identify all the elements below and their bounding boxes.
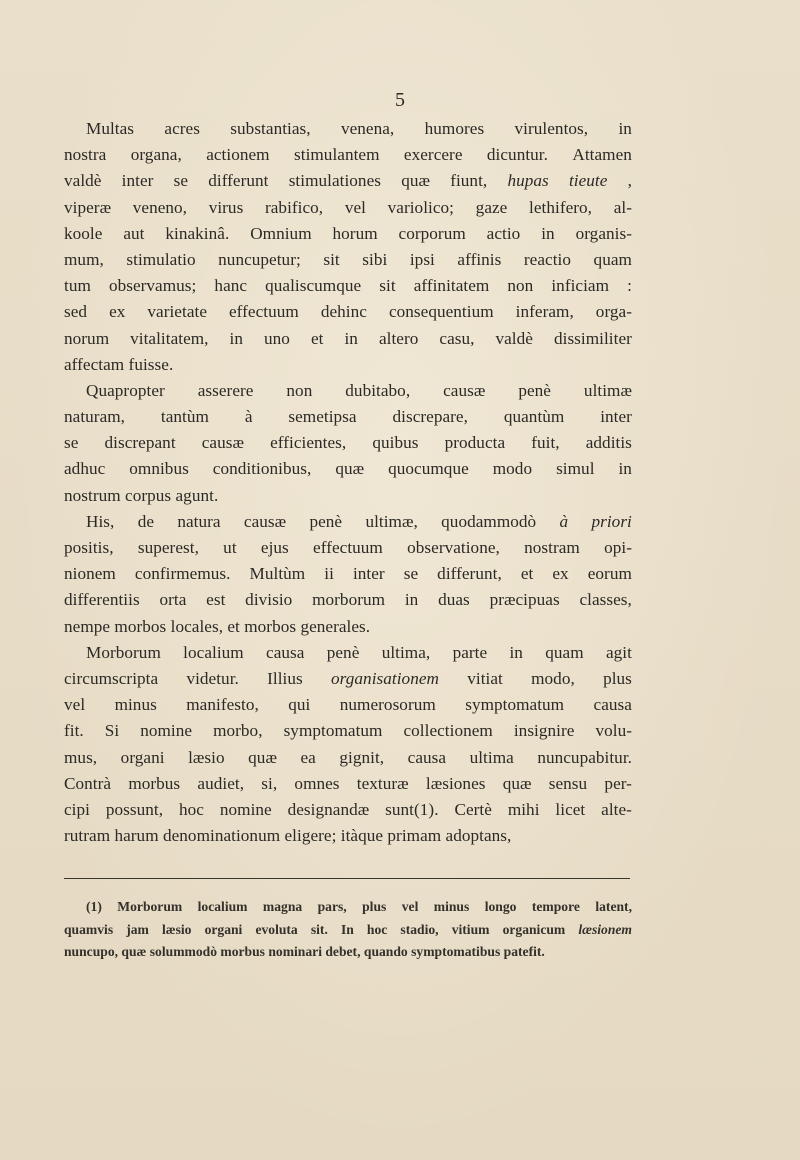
body-text: [64, 116, 632, 849]
text-line: nostrum corpus agunt.: [64, 485, 219, 505]
text-line: nionem confirmemus. Multùm ii inter se differunt, et ex eorum: [64, 564, 632, 584]
text-line: koole aut kinakinâ. Omnium horum corporum actio in organis-: [64, 223, 632, 243]
paragraph: [64, 378, 632, 509]
text-line: differentiis orta est divisio morborum in duas præcipuas classes,: [64, 590, 632, 610]
text-line: affectam fuisse.: [64, 354, 174, 374]
text-line: Multas acres substantias, venena, humores virulentos, in: [86, 119, 632, 138]
paragraph: [64, 116, 632, 378]
text-line: Morborum localium causa penè ultima, parte in quam agit: [86, 642, 632, 662]
text-line: adhuc omnibus conditionibus, quæ quocumque modo simul in: [64, 459, 632, 479]
text-line: Contrà morbus audiet, si, omnes texturæ læsiones quæ sensu per-: [64, 773, 632, 793]
footnote: [64, 896, 632, 964]
text-line: nostra organa, actionem stimulantem exercere dicuntur. Attamen: [64, 145, 632, 165]
text-line: quamvis jam læsio organi evoluta sit. In hoc stadio, vitium organicum læsionem: [64, 921, 632, 937]
paragraph: [64, 509, 632, 640]
text-line: positis, superest, ut ejus effectuum observatione, nostram opi-: [64, 538, 632, 557]
footnote-rule: [64, 878, 630, 879]
text-line: Quapropter asserere non dubitabo, causæ penè ultimæ: [86, 380, 632, 400]
text-line: mus, organi læsio quæ ea gignit, causa ultima nuncupabitur.: [64, 747, 632, 767]
text-line: tum observamus; hanc qualiscumque sit affinitatem non inficiam :: [64, 276, 632, 296]
text-line: nempe morbos locales, et morbos generales.: [64, 616, 371, 636]
text-line: (1) Morborum localium magna pars, plus vel minus longo tempore latent,: [86, 899, 632, 914]
text-line: naturam, tantùm à semetipsa discrepare, quantùm inter: [64, 407, 632, 427]
text-line: norum vitalitatem, in uno et in altero casu, valdè dissimiliter: [64, 328, 632, 348]
text-line: se discrepant causæ efficientes, quibus producta fuit, additis: [64, 433, 632, 453]
text-line: rutram harum denominationum eligere; itàque primam adoptans,: [64, 826, 512, 846]
text-line: His, de natura causæ penè ultimæ, quodammodò à priori: [86, 511, 632, 531]
text-line: fit. Si nomine morbo, symptomatum collectionem insignire volu-: [64, 721, 632, 741]
text-line: nuncupo, quæ solummodò morbus nominari debet, quando symptomatibus patefit.: [64, 944, 545, 959]
text-line: vel minus manifesto, qui numerosorum symptomatum causa: [64, 695, 632, 715]
text-line: sed ex varietate effectuum dehinc consequentium inferam, orga-: [64, 302, 632, 322]
page-number: 5: [395, 89, 405, 111]
text-line: cipi possunt, hoc nomine designandæ sunt(1). Certè mihi licet alte-: [64, 799, 632, 819]
text-line: mum, stimulatio nuncupetur; sit sibi ipsi affinis reactio quam: [64, 249, 632, 269]
text-line: viperæ veneno, virus rabifico, vel variolico; gaze lethifero, al-: [64, 197, 632, 217]
text-line: valdè inter se differunt stimulationes quæ fiunt, hupas tieute ,: [64, 171, 632, 191]
text-line: circumscripta videtur. Illius organisationem vitiat modo, plus: [64, 668, 632, 688]
paragraph: [64, 640, 632, 850]
